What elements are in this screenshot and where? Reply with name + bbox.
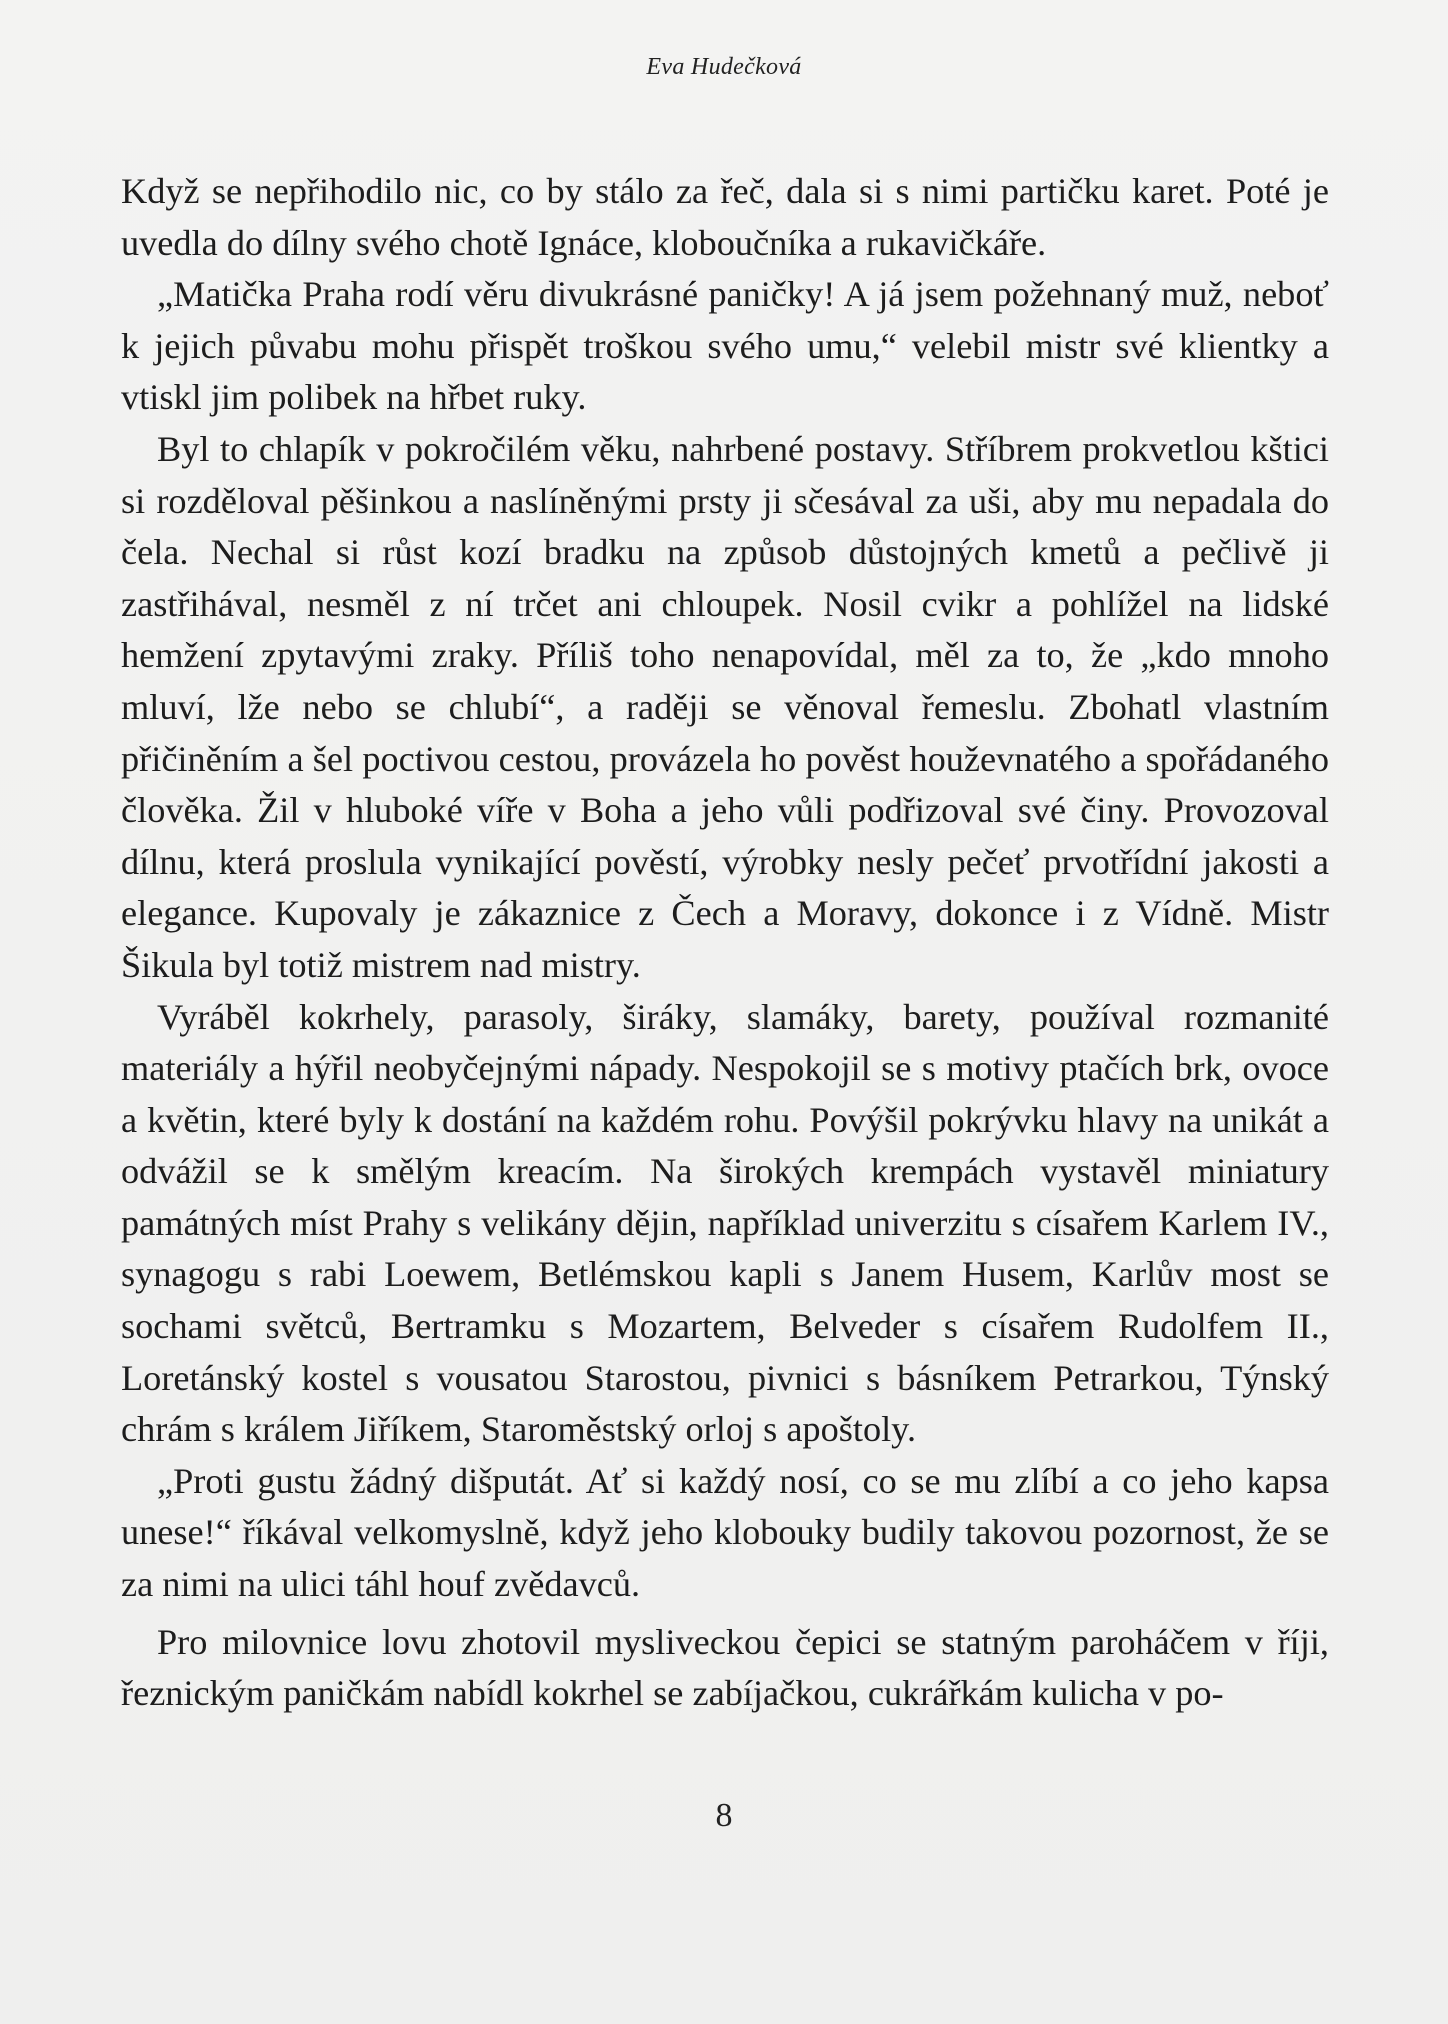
body-text <box>121 166 1329 1720</box>
paragraph: Pro milovnice lovu zhotovil mysliveckou čepici se statným paroháčem v říji, řeznickým paničkám nabídl kokrhel se zabíjačkou, cukrářkám kulicha v po- <box>121 1621 1329 1714</box>
paragraph: „Matička Praha rodí věru divukrásné paničky! A já jsem požehnaný muž, neboť k jejich půvabu mohu přispět troškou svého umu,“ velebil mistr své klientky a vtiskl jim polibek na hřbet ruky. <box>121 274 1329 418</box>
running-head: Eva Hudečková <box>646 54 802 80</box>
paragraph: Vyráběl kokrhely, parasoly, širáky, slamáky, barety, používal rozmanité materiály a hýřil neobyčejnými nápady. Nespokojil se s motivy ptačích brk, ovoce a květin, které byly k dostání na každém rohu. Povýšil pokrývku hlavy na unikát a odvážil se k smělým kreacím. Na širokých krempách vystavěl miniatury památných míst Prahy s velikány dějin, například univerzitu s císařem Karlem IV., synagogu s rabi Loewem, Betlémskou kapli s Janem Husem, Karlův most se sochami světců, Bertramku s Mozartem, Belveder s císařem Rudolfem II., Loretánský kostel s vousatou Starostou, pivnici s básníkem Petrarkou, Týnský chrám s králem Jiříkem, Staroměstský orloj s apoštoly. <box>121 996 1329 1450</box>
page-number: 8 <box>715 1797 733 1834</box>
paragraph: Když se nepřihodilo nic, co by stálo za řeč, dala si s nimi partičku karet. Poté je uvedla do dílny svého chotě Ignáce, kloboučníka a rukavičkáře. <box>121 171 1329 263</box>
paragraph: „Proti gustu žádný dišputát. Ať si každý nosí, co se mu zlíbí a co jeho kapsa unese!“ říkával velkomyslně, když jeho klobouky budily takovou pozornost, že se za nimi na ulici táhl houf zvědavců. <box>121 1460 1329 1605</box>
paragraph: Byl to chlapík v pokročilém věku, nahrbené postavy. Stříbrem prokvetlou kštici si rozděloval pěšinkou a naslíněnými prsty ji sčesával za uši, aby mu nepadala do čela. Nechal si růst kozí bradku na způsob důstojných kmetů a pečlivě ji zastřihával, nesměl z ní trčet ani chloupek. Nosil cvikr a pohlížel na lidské hemžení zpytavými zraky. Příliš toho nenapovídal, měl za to, že „kdo mnoho mluví, lže nebo se chlubí“, a raději se věnoval řemeslu. Zbohatl vlastním přičiněním a šel poctivou cestou, provázela ho pověst houževnatého a spořádaného člověka. Žil v hluboké víře v Boha a jeho vůli podřizoval své činy. Provozoval dílnu, která proslula vynikající pověstí, výrobky nesly pečeť prvotřídní jakosti a elegance. Kupovaly je zákaznice z Čech a Moravy, dokonce i z Vídně. Mistr Šikula byl totiž mistrem nad mistry. <box>121 428 1329 985</box>
